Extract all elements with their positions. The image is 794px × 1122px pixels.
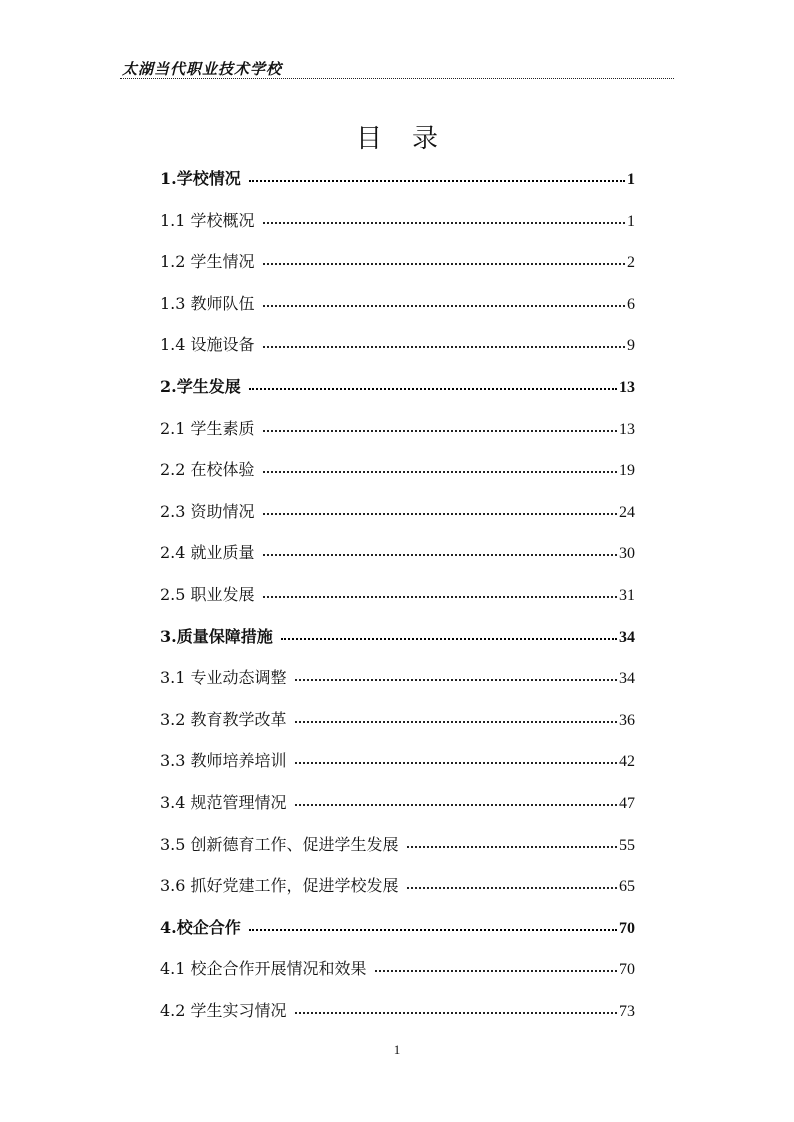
toc-entry-label: 3.5 创新德育工作、促进学生发展	[160, 835, 399, 854]
toc-section-entry[interactable]	[160, 917, 635, 939]
toc-dot-leader	[263, 249, 625, 265]
toc-entry-page: 70	[619, 920, 635, 937]
toc-subsection-entry[interactable]	[160, 1000, 635, 1022]
toc-entry-page: 1	[627, 171, 635, 188]
toc-dot-leader	[295, 790, 617, 806]
toc-entry-page: 42	[619, 753, 635, 770]
toc-subsection-entry[interactable]	[160, 459, 635, 481]
toc-subsection-entry[interactable]	[160, 792, 635, 814]
toc-dot-leader	[295, 665, 617, 681]
toc-dot-leader	[281, 624, 617, 640]
toc-section-entry[interactable]	[160, 626, 635, 648]
toc-entry-page: 36	[619, 712, 635, 729]
toc-entry-page: 19	[619, 462, 635, 479]
toc-section-entry[interactable]	[160, 376, 635, 398]
toc-subsection-entry[interactable]	[160, 501, 635, 523]
toc-dot-leader	[263, 416, 617, 432]
toc-dot-leader	[295, 748, 617, 764]
toc-subsection-entry[interactable]	[160, 958, 635, 980]
toc-entry-label: 3.1 专业动态调整	[160, 668, 287, 687]
toc-entry-label: 4.2 学生实习情况	[160, 1001, 287, 1020]
toc-entry-label: 1.1 学校概况	[160, 211, 255, 230]
toc-entry-page: 13	[619, 421, 635, 438]
toc-entry-page: 70	[619, 961, 635, 978]
toc-entry-label: 4.1 校企合作开展情况和效果	[160, 959, 367, 978]
toc-dot-leader	[263, 457, 617, 473]
toc-entry-page: 55	[619, 837, 635, 854]
toc-dot-leader	[295, 998, 617, 1014]
toc-subsection-entry[interactable]	[160, 834, 635, 856]
toc-entry-page: 30	[619, 545, 635, 562]
toc-entry-label: 2.学生发展	[160, 377, 241, 396]
toc-subsection-entry[interactable]	[160, 584, 635, 606]
toc-entry-page: 1	[627, 213, 635, 230]
header-divider	[120, 78, 674, 79]
toc-dot-leader	[263, 332, 625, 348]
toc-entry-label: 1.学校情况	[160, 169, 241, 188]
page-number: 1	[393, 1042, 401, 1057]
toc-entry-label: 2.2 在校体验	[160, 460, 255, 479]
toc-subsection-entry[interactable]	[160, 542, 635, 564]
toc-entry-label: 2.5 职业发展	[160, 585, 255, 604]
toc-entry-page: 31	[619, 587, 635, 604]
toc-subsection-entry[interactable]	[160, 418, 635, 440]
toc-entry-page: 9	[627, 337, 635, 354]
toc-dot-leader	[249, 374, 617, 390]
toc-subsection-entry[interactable]	[160, 667, 635, 689]
header-school-name: 太湖当代职业技术学校	[122, 60, 283, 78]
toc-entry-page: 65	[619, 878, 635, 895]
toc-entry-label: 1.4 设施设备	[160, 335, 255, 354]
toc-subsection-entry[interactable]	[160, 709, 635, 731]
toc-entry-label: 3.4 规范管理情况	[160, 793, 287, 812]
toc-subsection-entry[interactable]	[160, 334, 635, 356]
toc-entry-label: 3.质量保障措施	[160, 627, 273, 646]
toc-entry-page: 34	[619, 629, 635, 646]
toc-subsection-entry[interactable]	[160, 293, 635, 315]
toc-entry-label: 1.2 学生情况	[160, 252, 255, 271]
toc-dot-leader	[263, 499, 617, 515]
toc-entry-label: 4.校企合作	[160, 918, 241, 937]
toc-dot-leader	[249, 166, 625, 182]
toc-entry-label: 2.3 资助情况	[160, 502, 255, 521]
toc-subsection-entry[interactable]	[160, 210, 635, 232]
toc-entry-page: 13	[619, 379, 635, 396]
toc-entry-page: 47	[619, 795, 635, 812]
toc-entry-page: 73	[619, 1003, 635, 1020]
toc-dot-leader	[407, 832, 617, 848]
toc-dot-leader	[263, 291, 625, 307]
toc-entry-label: 3.6 抓好党建工作，促进学校发展	[160, 876, 399, 895]
toc-subsection-entry[interactable]	[160, 750, 635, 772]
toc-dot-leader	[407, 873, 617, 889]
toc-dot-leader	[295, 707, 617, 723]
toc-entry-page: 24	[619, 504, 635, 521]
toc-section-entry[interactable]	[160, 168, 635, 190]
toc-entry-page: 34	[619, 670, 635, 687]
toc-dot-leader	[263, 582, 617, 598]
toc-dot-leader	[249, 915, 617, 931]
toc-entry-page: 2	[627, 254, 635, 271]
toc-dot-leader	[263, 208, 625, 224]
toc-dot-leader	[263, 540, 617, 556]
page-title: 目录	[355, 124, 468, 154]
toc-subsection-entry[interactable]	[160, 251, 635, 273]
toc-entry-label: 2.1 学生素质	[160, 419, 255, 438]
toc-entry-label: 3.3 教师培养培训	[160, 751, 287, 770]
toc-entry-label: 1.3 教师队伍	[160, 294, 255, 313]
toc-dot-leader	[375, 956, 617, 972]
toc-entry-page: 6	[627, 296, 635, 313]
toc-subsection-entry[interactable]	[160, 875, 635, 897]
toc-entry-label: 2.4 就业质量	[160, 543, 255, 562]
toc-entry-label: 3.2 教育教学改革	[160, 710, 287, 729]
